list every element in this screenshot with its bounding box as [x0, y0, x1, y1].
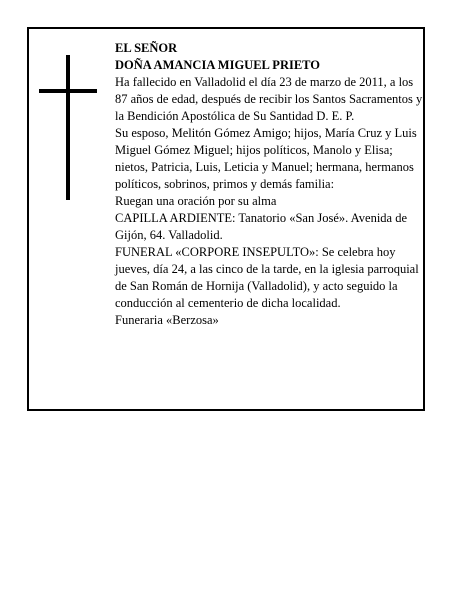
cross-horizontal-bar — [39, 89, 97, 93]
funeral-home: Funeraria «Berzosa» — [115, 313, 219, 327]
cross-icon — [39, 55, 97, 200]
chapel-info: CAPILLA ARDIENTE: Tanatorio «San José». Avenida de Gijón, 64. Valladolid. — [115, 211, 408, 242]
obituary-notice — [27, 27, 425, 411]
family-list: Su esposo, Melitón Gómez Amigo; hijos, María Cruz y Luis Miguel Gómez Miguel; hijos políticos, Manolo y Elisa; nietos, Patricia, Luis, Leticia y Manuel; hermana, hermanos políticos, sobrinos, primos y demás familia: — [115, 126, 417, 191]
prayer-request: Ruegan una oración por su alma — [115, 194, 277, 208]
notice-title-line2: DOÑA AMANCIA MIGUEL PRIETO — [115, 58, 321, 72]
notice-title-line1: EL SEÑOR — [115, 41, 178, 55]
death-announcement: Ha fallecido en Valladolid el día 23 de marzo de 2011, a los 87 años de edad, después de recibir los Santos Sacramentos y la Bendición Apostólica de Su Santidad D. E. P. — [115, 75, 423, 123]
funeral-info: FUNERAL «CORPORE INSEPULTO»: Se celebra hoy jueves, día 24, a las cinco de la tarde, en la iglesia parroquial de San Román de Hornija (Valladolid), y acto seguido la conducción al cementerio de dicha localidad. — [115, 245, 419, 310]
notice-text — [115, 40, 425, 329]
cross-vertical-bar — [66, 55, 70, 200]
